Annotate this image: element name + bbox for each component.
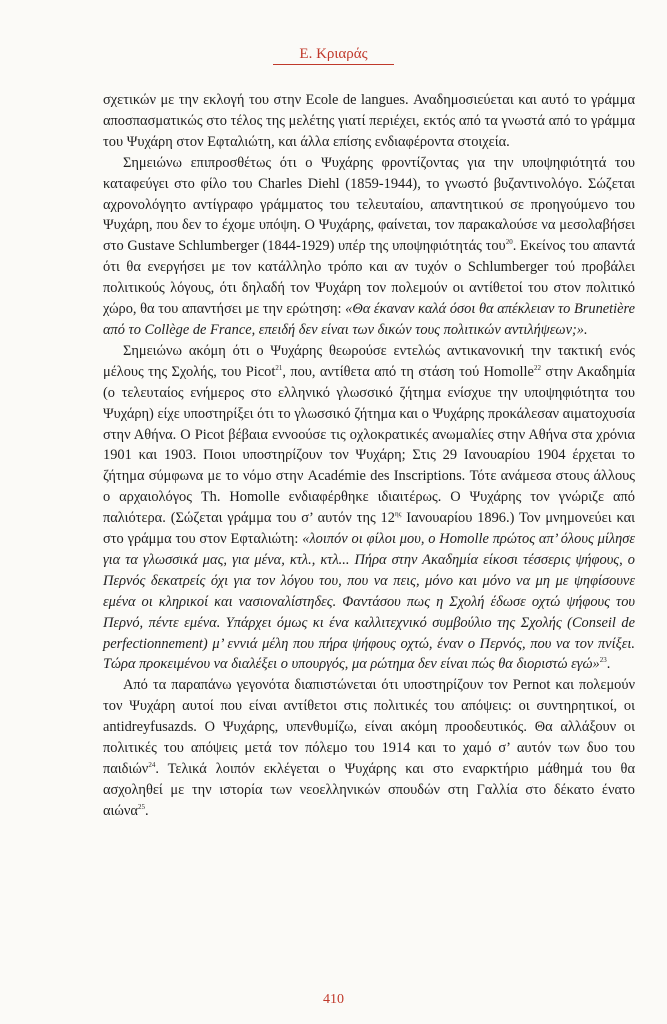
- running-head: [0, 46, 667, 63]
- paragraph-4-text: Από τα παραπάνω γεγονότα διαπιστώνεται ότι υποστηρίζουν τον Pernot και πολεμούν τον Ψυχάρη αυτοί που είναι αντίθετοι στις πολιτικές του απόψεις: οι συντηρητικοί, οι antidreyfusazds. Ο Ψυχάρης, υπενθυμίζω, είναι ακόμη προοδευτικός. Θα αλλάξουν οι πολιτικές του απόψεις μετά τον πόλεμο του 1914 και το χαμό σ’ αυτόν των δυο του παιδιών: [103, 677, 635, 777]
- footnote-ref-25: 25: [137, 802, 145, 811]
- paragraph-3-text: Σημειώνω ακόμη ότι ο Ψυχάρης θεωρούσε εντελώς αντικανονική την τακτική ενός μέλους της Σχολής, του Picot: [103, 342, 635, 380]
- paragraph-3-text-c: στην Ακαδημία (ο τελευταίος ενήμερος στο ελληνικό γλωσσικό ζήτημα ενίσχυε την υποψηφιότητα του Ψυχάρη) είχε υποστηρίξει ότι το γλωσσικό ζήτημα και ο Ψυχάρης προκάλεσαν αιματοχυσία στην Αθήνα. Ο Picot βέβαια εννοούσε τις οχλοκρατικές ανωμαλίες στην Αθήνα στα χρόνια 1901 και 1903. Ποιοι υποστηρίζουν τον Ψυχάρη; Στις 29 Ιανουαρίου 1904 έρχεται το ζήτημα σύμφωνα με το νόμο στην Académie des Inscriptions. Τότε ανάμεσα στους άλλους ο αρχαιολόγος Th. Homolle ενδιαφέρθηκε ιδιαιτέρως. Ο Ψυχάρης τον γνώριζε από παλιότερα. (Σώζεται γράμμα του σ’ αυτόν της 12: [103, 363, 636, 527]
- footnote-ref-23: 23: [599, 656, 607, 665]
- paragraph-2-quote: «Θα έκαναν καλά όσοι θα απέκλειαν το Brunetière από το Collège de France, επειδή δεν είναι των δικών τους πολιτικών αντιλήψεων;».: [103, 301, 635, 338]
- paragraph-3-text-d: Ιανουαρίου 1896.) Τον μνημονεύει και στο γράμμα του στον Εφταλιώτη:: [103, 510, 635, 548]
- paragraph-2-text: Σημειώνω επιπροσθέτως ότι ο Ψυχάρης φροντίζοντας για την υποψηφιότητά του καταφεύγει στο φίλο του Charles Diehl (1859-1944), το γνωστό βυζαντινολόγο. Σώζεται αχρονολόγητο αντίγραφο γράμματος του τελευταίου, απαντητικού σε προηγούμενο του Ψυχάρη, που δεν το έχομε υπόψη. Ο Ψυχάρης, φαίνεται, τον παρακαλούσε να μεσολαβήσει στο Gustave Schlumberger (1844-1929) υπέρ της υποψηφιότητάς του: [103, 154, 635, 255]
- paragraph-3: [103, 341, 635, 676]
- paragraph-3-quote: «λοιπόν οι φίλοι μου, ο Homolle πρώτος απ’ όλους μίλησε για τα γλωσσικά μας, για μένα, κτλ., κτλ... Πήρα στην Ακαδημία είκοσι τέσσερις ψήφους, ο Περνός δεκατρείς όχι για τον λόγου του, που να πεις, μόνο και μόνο να μη με ψηφίσουνε εμένα οι κληρικοί και νασιοναλίστηδες. Φαντάσου πως η Σχολή έδωσε οχτώ ψήφους του Περνό, πέντε εμένα. Υπάρχει όμως κι ένα καλλιτεχνικό συμβούλιο της Σχολής (Conseil de perfectionnement) μ’ εννιά μέλη που πήρα ψήφους οχτώ, έναν ο Περνός, που να τον πνίξει. Τώρα προκειμένου να διαλέξει ο υπουργός, μα ρώτημα δεν είναι πώς θα διοριστώ εγώ»: [103, 531, 635, 673]
- paragraph-4: [103, 675, 635, 821]
- footnote-ref-21: 21: [275, 363, 283, 372]
- footnote-ref-24: 24: [148, 761, 156, 769]
- paragraph-2-text-cont: . Εκείνος του απαντά ότι θα ενεργήσει με τον κατάλληλο τρόπο και αν τυχόν ο Schlumberger τού προβάλει πολιτικούς λόγους, ότι δηλαδή τον Ψυχάρη τον πολεμούν οι αντίθετοί του στον πολιτικό χώρο, θα του απαντήσει με την ερώτηση:: [103, 238, 635, 318]
- paragraph-3-text-b: , που, αντίθετα από τη στάση τού Homolle: [282, 363, 534, 380]
- paragraph-4-text-c: .: [144, 802, 149, 819]
- running-head-title: Ε. Κριαράς: [273, 46, 393, 65]
- paragraph-2: [103, 153, 635, 341]
- footnote-ref-22: 22: [533, 363, 541, 372]
- body-text: [103, 90, 635, 822]
- paragraph-4-text-b: . Τελικά λοιπόν εκλέγεται ο Ψυχάρης και στο εναρκτήριο μάθημά του θα ασχοληθεί με την ιστορία των νεοελληνικών σπουδών στη Γαλλία στο δέκατο ένατο αιώνα: [103, 761, 635, 819]
- footnote-ref-20: 20: [505, 238, 513, 247]
- paragraph-1: [103, 90, 635, 153]
- page-number: 410: [323, 992, 344, 1007]
- paragraph-3-text-e: .: [606, 656, 611, 673]
- paragraph-1-text: σχετικών με την εκλογή του στην Ecole de langues. Αναδημοσιεύεται και αυτό το γράμμα αποσπασματικώς στο τέλος της μελέτης γιατί περιέχει, εκτός από τα γνωστά από το γράμμα του Ψυχάρη στον Εφταλιώτη, και άλλα επίσης ενδιαφέροντα στοιχεία.: [103, 92, 635, 150]
- ordinal-suffix: ης: [394, 510, 402, 519]
